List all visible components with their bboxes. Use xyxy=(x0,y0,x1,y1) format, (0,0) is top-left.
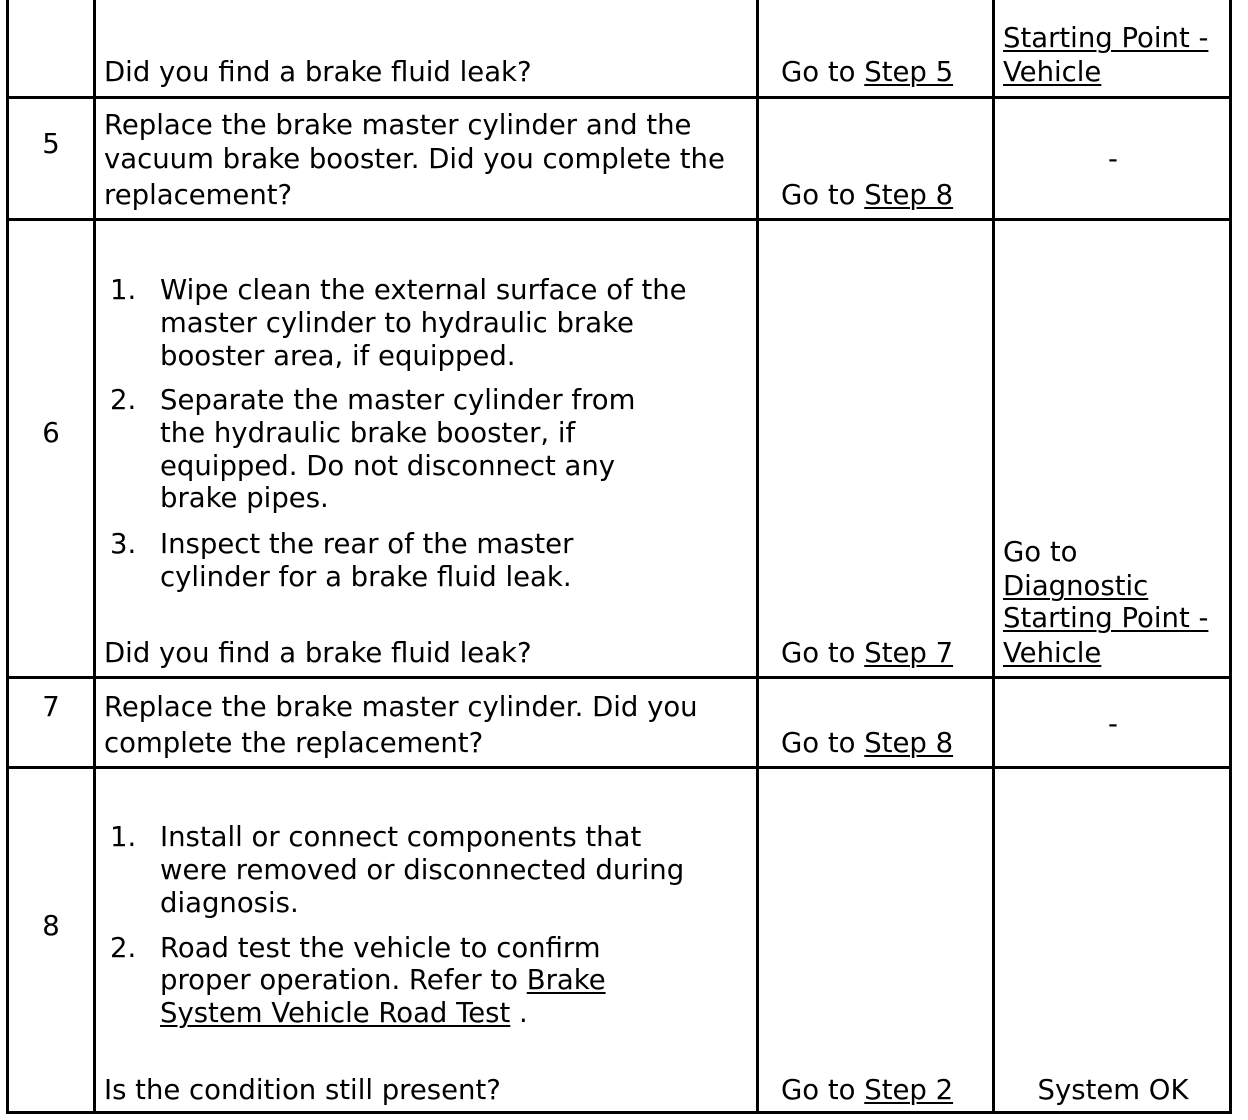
list-item-line: Road test the vehicle to confirm xyxy=(160,932,601,964)
list-item-line: master cylinder to hydraulic brake xyxy=(160,307,634,339)
action-text-line: replacement? xyxy=(104,179,293,211)
yes-action: Go to Step 8 xyxy=(781,727,954,759)
question-text: Did you find a brake fluid leak? xyxy=(104,56,532,88)
list-item-number: 1. xyxy=(110,274,137,306)
action-text-line: Replace the brake master cylinder. Did you xyxy=(104,691,698,723)
step-number: 5 xyxy=(42,128,60,160)
starting-point-link-line1[interactable]: Starting Point - xyxy=(1003,22,1209,54)
step-7-link[interactable]: Step 7 xyxy=(864,637,954,669)
yes-action: Go to Step 7 xyxy=(781,637,954,669)
action-text-line: Replace the brake master cylinder and the xyxy=(104,109,692,141)
action-text-line: complete the replacement? xyxy=(104,727,484,759)
no-action-prefix: Go to xyxy=(1003,536,1078,568)
step-number: 6 xyxy=(42,417,60,449)
list-item-line: System Vehicle Road Test . xyxy=(160,997,528,1029)
list-item-number: 2. xyxy=(110,384,137,416)
brake-system-road-test-link-line2[interactable]: System Vehicle Road Test xyxy=(160,997,511,1029)
list-item-number: 1. xyxy=(110,821,137,853)
diagnostic-starting-point-link-line2[interactable]: Starting Point - xyxy=(1003,602,1209,634)
list-item-line: booster area, if equipped. xyxy=(160,340,516,372)
list-item-line: Install or connect components that xyxy=(160,821,642,853)
list-item-line: Wipe clean the external surface of the xyxy=(160,274,687,306)
brake-system-road-test-link-line1[interactable]: Brake xyxy=(526,964,606,996)
list-item-number: 3. xyxy=(110,528,137,560)
no-action: - xyxy=(1108,143,1118,175)
yes-action: Go to Step 2 xyxy=(781,1074,954,1106)
list-item-line: Inspect the rear of the master xyxy=(160,528,574,560)
yes-action: Go to Step 8 xyxy=(781,179,954,211)
step-2-link[interactable]: Step 2 xyxy=(864,1074,954,1106)
no-action: - xyxy=(1108,708,1118,740)
list-item-number: 2. xyxy=(110,932,137,964)
starting-point-link-line2[interactable]: Vehicle xyxy=(1003,56,1102,88)
list-item-line: equipped. Do not disconnect any xyxy=(160,450,616,482)
step-8-link[interactable]: Step 8 xyxy=(864,179,954,211)
list-item-line: Separate the master cylinder from xyxy=(160,384,636,416)
list-item-line: brake pipes. xyxy=(160,482,329,514)
diagnostic-starting-point-link-line3[interactable]: Vehicle xyxy=(1003,637,1102,669)
list-item-line: diagnosis. xyxy=(160,887,299,919)
list-item-line: cylinder for a brake fluid leak. xyxy=(160,561,572,593)
list-item-line: were removed or disconnected during xyxy=(160,854,685,886)
step-number: 8 xyxy=(42,910,60,942)
list-item-line: proper operation. Refer to Brake xyxy=(160,964,606,996)
list-item-line: the hydraulic brake booster, if xyxy=(160,417,576,449)
action-text-line: vacuum brake booster. Did you complete the xyxy=(104,143,725,175)
step-5-link[interactable]: Step 5 xyxy=(864,56,954,88)
no-action: System OK xyxy=(1037,1074,1189,1106)
diagnostic-starting-point-link-line1[interactable]: Diagnostic xyxy=(1003,570,1149,602)
question-text: Is the condition still present? xyxy=(104,1074,501,1106)
yes-action: Go to Step 5 xyxy=(781,56,954,88)
step-number: 7 xyxy=(42,691,60,723)
step-8-link[interactable]: Step 8 xyxy=(864,727,954,759)
question-text: Did you find a brake fluid leak? xyxy=(104,637,532,669)
